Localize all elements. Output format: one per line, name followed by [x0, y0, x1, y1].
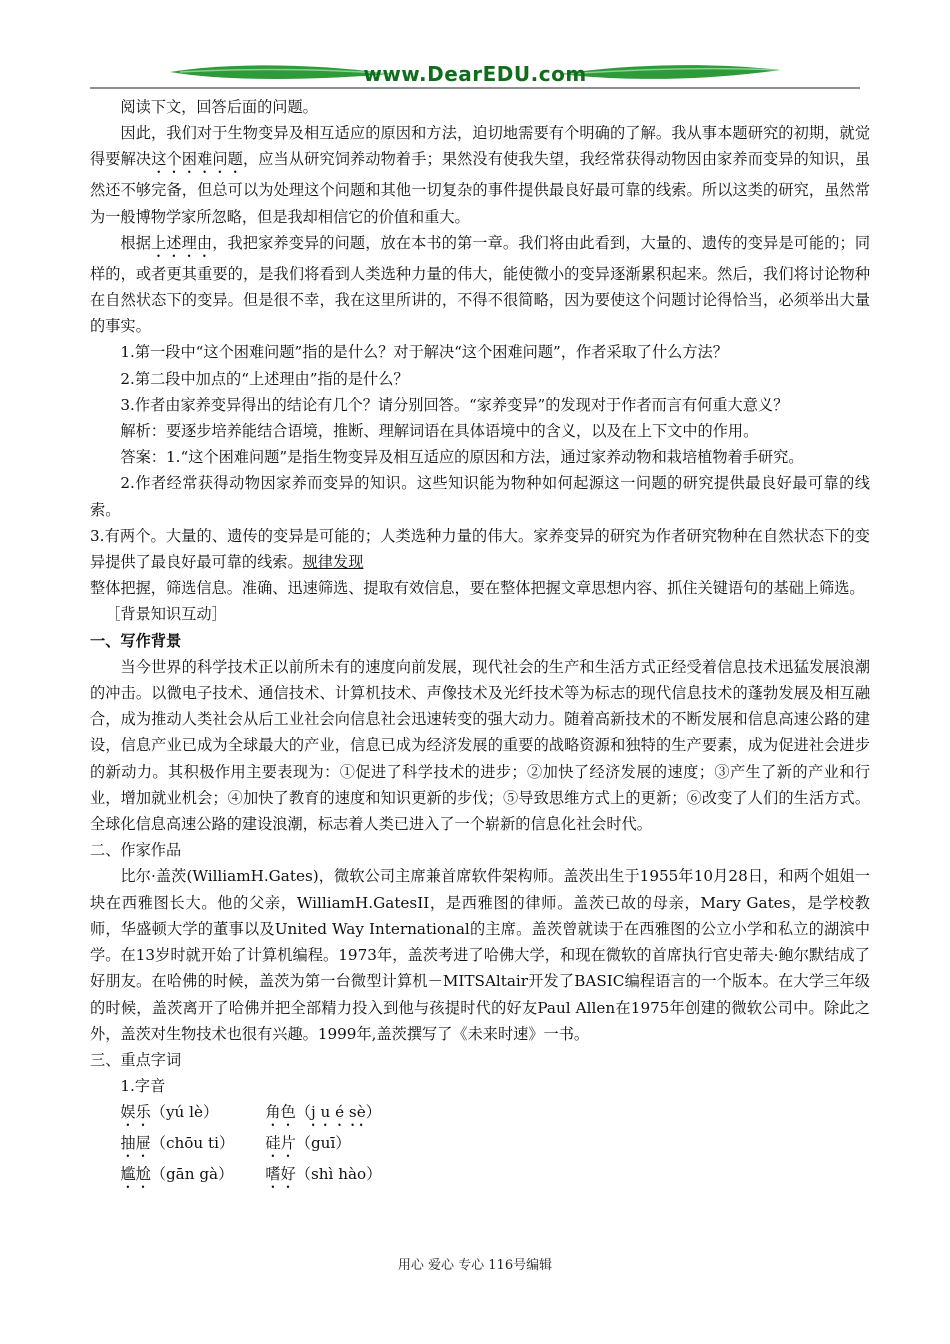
question-2: 2.第二段中加点的“上述理由”指的是什么？	[120, 369, 409, 388]
pronunciation-list	[90, 1099, 870, 1192]
word: 尴尬	[120, 1165, 151, 1184]
pinyin: （gān gà）	[150, 1165, 234, 1184]
dotted-phrase-2: 上述理由	[151, 233, 213, 252]
pronunciation-item	[265, 1130, 465, 1161]
pinyin: （j u é sè）	[295, 1103, 381, 1122]
word: 硅片	[265, 1134, 296, 1153]
question-1: 1.第一段中“这个困难问题”指的是什么？对于解决“这个困难问题”，作者采取了什么方法？	[120, 343, 728, 362]
answer-3	[90, 523, 870, 575]
word: 角色	[265, 1103, 296, 1122]
section-1-text: 当今世界的科学技术正以前所未有的速度向前发展，现代社会的生产和生活方式正经受着信息技术迅猛发展浪潮的冲击。以微电子技术、通信技术、计算机技术、声像技术及光纤技术等为标志的现代信息技术的蓬勃发展及相互融合，成为推动人类社会从后工业社会向信息社会迅速转变的强大动力。随着高新技术的不断发展和信息高速公路的建设，信息产业已成为全球最大的产业，信息已成为经济发展的重要的战略资源和独特的生产要素，成为促进社会进步的新动力。其积极作用主要表现为：①促进了科学技术的进步；②加快了经济发展的速度；③产生了新的产业和行业，增加就业机会；④加快了教育的速度和知识更新的步伐；⑤导致思维方式上的更新；⑥改变了人们的生活方式。全球化信息高速公路的建设浪潮，标志着人类已进入了一个崭新的信息化社会时代。	[90, 657, 870, 834]
section-1-heading: 一、写作背景	[90, 631, 182, 650]
passage-paragraph-1	[90, 120, 870, 230]
page-footer: 用心 爱心 专心 116号编辑	[397, 1258, 553, 1273]
pronunciation-item	[120, 1130, 265, 1161]
pronunciation-item	[265, 1099, 465, 1130]
passage-p2-rest: ，我把家养变异的问题，放在本书的第一章。我们将由此看到，大量的、遗传的变异是可能的；同样的，或者更其重要的，是我们将看到人类选种力量的伟大，能使微小的变异逐渐累积起来。然后，我们将讨论物种在自然状态下的变异。但是很不幸，我在这里所讲的，不得不很简略，因为要使这个问题讨论得恰当，必须举出大量的事实。	[90, 233, 871, 336]
answer-2: 2.作者经常获得动物因家养而变异的知识。这些知识能为物种如何起源这一问题的研究提供最良好最可靠的线索。	[90, 474, 870, 519]
passage-p2-start: 根据	[120, 233, 151, 252]
section-3-subheading: 1.字音	[120, 1077, 166, 1096]
pinyin: （yú lè）	[150, 1103, 219, 1122]
passage-p1-text: 因此，我们对于生物变异及相互适应的原因和方法，迫切地需要有个明确的了解。我从事本题研究的初期，就觉得要解决	[90, 124, 870, 169]
rule-label: 规律发现	[302, 553, 364, 572]
word: 嗜好	[265, 1165, 296, 1184]
question-3: 3.作者由家养变异得出的结论有几个？请分别回答。“家养变异”的发现对于作者而言有何重大意义？	[120, 395, 789, 414]
rule-text: 整体把握，筛选信息。准确、迅速筛选、提取有效信息，要在整体把握文章思想内容、抓住关键语句的基础上筛选。	[90, 579, 865, 598]
section-2-heading: 二、作家作品	[90, 841, 182, 860]
pronunciation-item	[120, 1161, 265, 1192]
passage-paragraph-2	[90, 230, 870, 340]
section-3-heading: 三、重点字词	[90, 1050, 182, 1069]
word: 娱乐	[120, 1103, 151, 1122]
background-label: ［背景知识互动］	[105, 605, 227, 624]
word: 抽屉	[120, 1134, 151, 1153]
analysis-text: 解析：要逐步培养能结合语境，推断、理解词语在具体语境中的含义，以及在上下文中的作用。	[120, 422, 759, 441]
dotted-phrase-1: 这个困难问题	[151, 150, 243, 169]
answer-1: 答案：1.“这个困难问题”是指生物变异及相互适应的原因和方法，通过家养动物和栽培植物着手研究。	[120, 448, 804, 467]
site-name[interactable]: www.DearEDU.com	[363, 62, 587, 86]
pronunciation-item	[265, 1161, 465, 1192]
site-header	[90, 58, 860, 92]
pinyin: （shì hào）	[295, 1165, 382, 1184]
passage-p1-rest: ，应当从研究饲养动物着手；果然没有使我失望，我经常获得动物因由家养而变异的知识，虽然还不够完备，但总可以为处理这个问题和其他一切复杂的事件提供最良好最可靠的线索。所以这类的研究，虽然常为一般博物学家所忽略，但是我却相信它的价值和重大。	[90, 150, 871, 226]
document-body	[90, 94, 870, 1192]
answer-3-text: 3.有两个。大量的、遗传的变异是可能的；人类选种力量的伟大。家养变异的研究为作者研究物种在自然状态下的变异提供了最良好最可靠的线索。	[90, 526, 870, 572]
intro-line: 阅读下文，回答后面的问题。	[120, 98, 318, 116]
pinyin: （guī）	[295, 1134, 351, 1153]
pinyin: （chōu ti）	[150, 1134, 235, 1153]
pronunciation-item	[120, 1099, 265, 1130]
section-2-text: 比尔·盖茨(WilliamH.Gates)，微软公司主席兼首席软件架构师。盖茨出生于1955年10月28日，和两个姐姐一块在西雅图长大。他的父亲，WilliamH.GatesII，是西雅图的律师。盖茨已故的母亲，Mary Gates，是学校教师，华盛顿大学的董事以及United Way International的主席。盖茨曾就读于在西雅图的公立小学和私立的湖滨中学。在13岁时就开始了计算机编程。1973年，盖茨考进了哈佛大学，和现在微软的首席执行官史蒂夫·鲍尔默结成了好朋友。在哈佛的时候，盖茨为第一台微型计算机－MITSAltair开发了BASIC编程语言的一个版本。在大学三年级的时候，盖茨离开了哈佛并把全部精力投入到他与孩提时代的好友Paul Allen在1975年创建的微软公司中。除此之外，盖茨对生物技术也很有兴趣。1999年,盖茨撰写了《未来时速》一书。	[90, 867, 870, 1043]
